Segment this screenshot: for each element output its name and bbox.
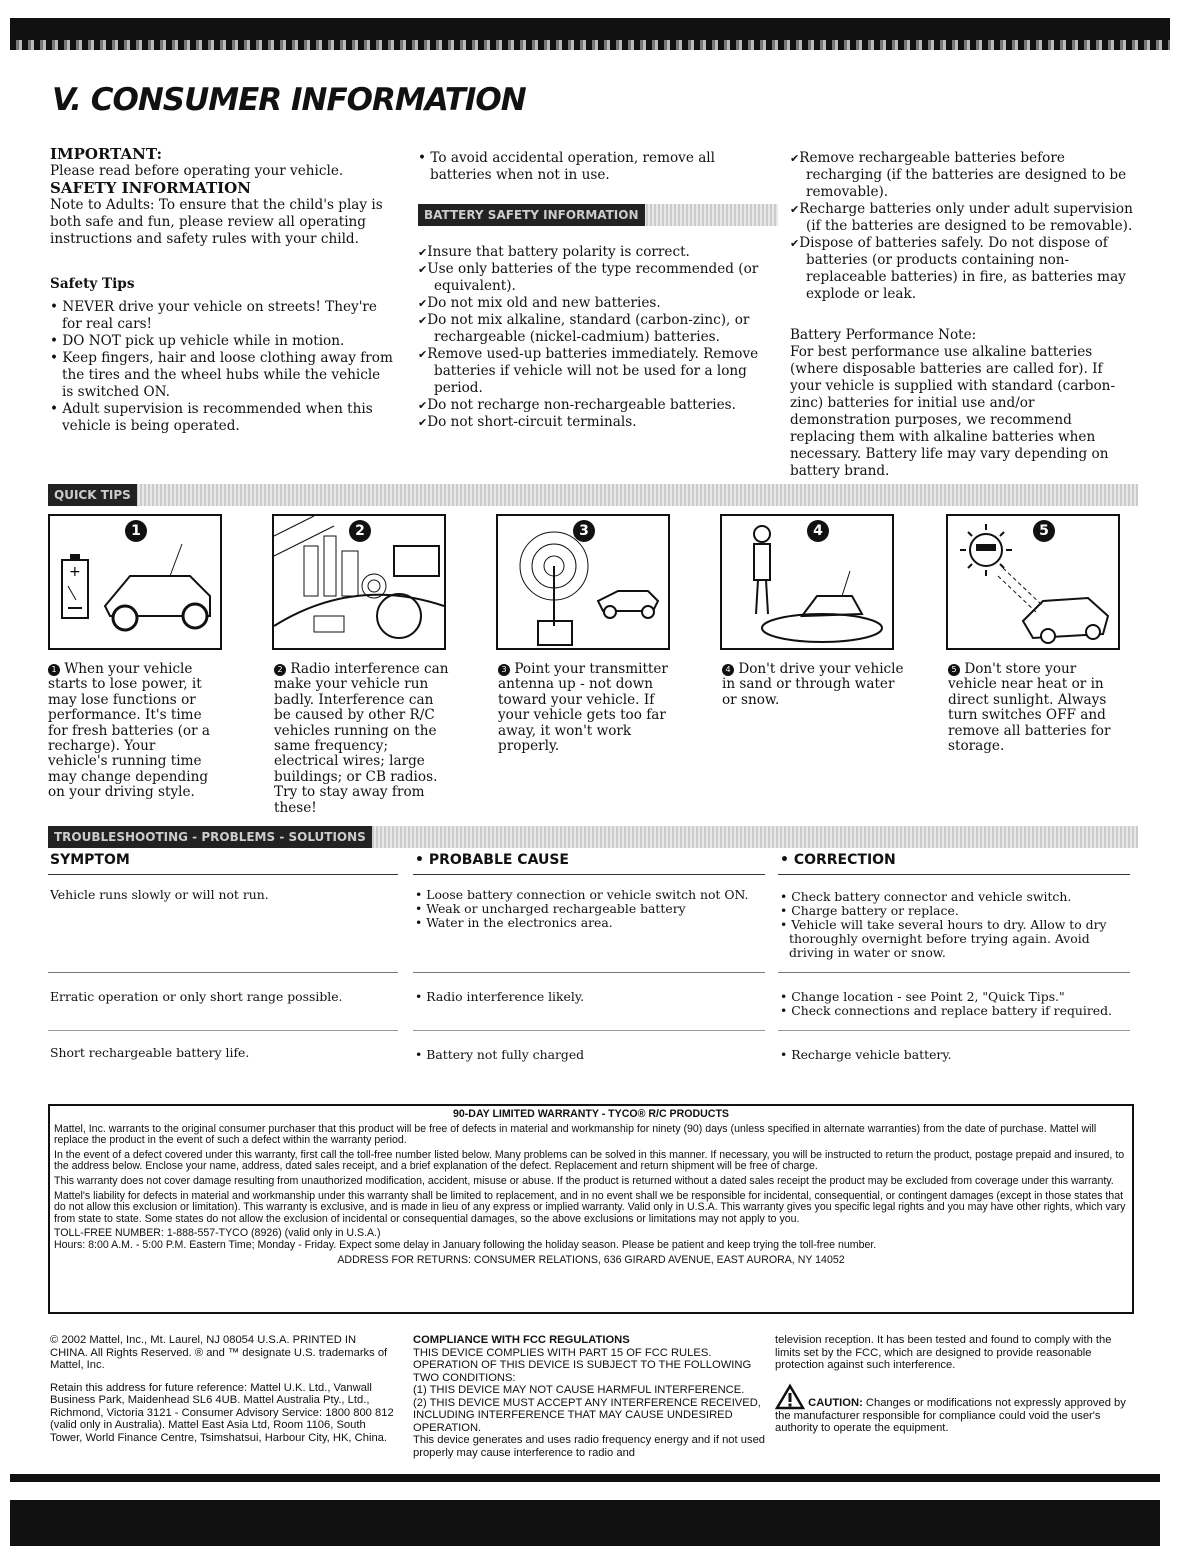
warranty-tollfree: TOLL-FREE NUMBER: 1-888-557-TYCO (8926) (valid only in U.S.A.)	[54, 1227, 381, 1240]
tip-text-2: 2 Radio interference can make your vehicle run badly. Interference can be caused by other R/C vehicles running on the same frequency; electrical wires; large buildings; or CB radios. Try to stay away from these!	[274, 661, 449, 816]
correction-item: • Recharge vehicle battery.	[780, 1047, 952, 1062]
table-rule	[778, 1030, 1130, 1031]
warranty-address: ADDRESS FOR RETURNS: CONSUMER RELATIONS, 636 GIRARD AVENUE, EAST AURORA, NY 14052	[337, 1253, 845, 1266]
table-row-symptom: Erratic operation or only short range possible.	[50, 989, 343, 1004]
table-row-cause	[415, 1048, 765, 1062]
correction-item: • Vehicle will take several hours to dry. Allow to dry thoroughly overnight before trying again. Avoid driving in water or snow.	[780, 917, 1107, 960]
footer-fcc-block	[413, 1334, 765, 1459]
column-important	[50, 146, 395, 435]
safety-tips-heading: Safety Tips	[50, 276, 135, 292]
table-rule	[48, 972, 398, 973]
tip-text: Don't store your vehicle near heat or in direct sunlight. Always turn switches OFF and remove all batteries for storage.	[948, 661, 1111, 755]
caution-warning-icon	[775, 1384, 805, 1410]
section-title: V. CONSUMER INFORMATION	[52, 82, 526, 118]
caution-label: CAUTION:	[808, 1396, 863, 1409]
safety-text: Note to Adults: To ensure that the child's play is both safe and fun, please review all operating instructions and safety rules with your child.	[50, 197, 383, 247]
troubleshooting-bar	[48, 826, 1138, 848]
tip-text-5: 5 Don't store your vehicle near heat or in direct sunlight. Always turn switches OFF and remove all batteries for storage.	[948, 661, 1111, 755]
battery-safety-label: BATTERY SAFETY INFORMATION	[418, 204, 645, 226]
tip-text: Don't drive your vehicle in sand or through water or snow.	[722, 661, 904, 708]
quick-tips-bar	[48, 484, 1138, 506]
battery-note-text: For best performance use alkaline batteries (where disposable batteries are called for). If your vehicle is supplied with standard (carbon-zinc) batteries for initial use and/or demonstration purposes, we recommend replacing them with alkaline batteries when necessary. Battery life may vary depending on battery brand.	[790, 344, 1116, 479]
quick-tips-label: QUICK TIPS	[48, 484, 137, 506]
tip-number: 3	[573, 520, 595, 542]
tip-number: 1	[125, 520, 147, 542]
table-row-correction	[780, 990, 1120, 1018]
safety-tip: • NEVER drive your vehicle on streets! They're for real cars!	[50, 299, 377, 332]
fcc-text: THIS DEVICE COMPLIES WITH PART 15 OF FCC RULES. OPERATION OF THIS DEVICE IS SUBJECT TO THE FOLLOWING TWO CONDITIONS:	[413, 1346, 752, 1384]
copyright-text: © 2002 Mattel, Inc., Mt. Laurel, NJ 08054 U.S.A. PRINTED IN CHINA. All Rights Reserved. ® and ™ designate U.S. trademarks of Mattel, Inc.	[50, 1334, 388, 1371]
header-texture-bar	[10, 40, 1170, 50]
fcc-rf-text: This device generates and uses radio frequency energy and if not used properly may cause interference to radio and	[413, 1434, 766, 1459]
correction-item: • Change location - see Point 2, "Quick Tips."	[780, 989, 1065, 1004]
tip-illustration-3	[496, 514, 670, 650]
battery-item: ✔ Recharge batteries only under adult supervision (if the batteries are designed to be removable).	[790, 201, 1135, 235]
fcc-heading: COMPLIANCE WITH FCC REGULATIONS	[413, 1334, 630, 1346]
tip-text-3: 3 Point your transmitter antenna up - not down toward your vehicle. If your vehicle gets too far away, it won't work properly.	[498, 661, 668, 755]
table-rule	[778, 972, 1130, 973]
tip-text: Point your transmitter antenna up - not down toward your vehicle. If your vehicle gets too far away, it won't work properly.	[498, 661, 668, 755]
battery-item: ✔ Remove used-up batteries immediately. Remove batteries if vehicle will not be used for a long period.	[418, 346, 773, 397]
footer-copyright-block	[50, 1334, 395, 1450]
safety-tip: • Keep fingers, hair and loose clothing away from the tires and the wheel hubs while the vehicle is switched ON.	[50, 350, 393, 400]
sand-water-icon	[722, 516, 892, 648]
cause-item: • Water in the electronics area.	[415, 915, 613, 930]
tip-number: 4	[807, 520, 829, 542]
important-heading: IMPORTANT:	[50, 145, 163, 163]
battery-note-heading: Battery Performance Note:	[790, 327, 977, 343]
battery-item: ✔ Do not mix alkaline, standard (carbon-zinc), or rechargeable (nickel-cadmium) batteries.	[418, 312, 773, 346]
correction-item: • Check battery connector and vehicle switch.	[780, 889, 1072, 904]
cause-item: • Battery not fully charged	[415, 1047, 585, 1062]
battery-safety-bar	[418, 204, 778, 226]
header-symptom: SYMPTOM	[50, 852, 130, 868]
warranty-paragraph: This warranty does not cover damage resulting from unauthorized modification, accident, misuse or abuse. If the product is returned without a dated sales receipt the product may be excluded from coverage under this warranty.	[54, 1174, 1114, 1187]
caution-text: Changes or modifications not expressly approved by the manufacturer responsible for compliance could void the user's authority to operate the equipment.	[775, 1396, 1126, 1434]
warranty-box	[48, 1104, 1134, 1314]
tip-text-1: 1 When your vehicle starts to lose power, it may lose functions or performance. It's time for fresh batteries (or a recharge). Your vehicle's running time may change depending on your driving style.	[48, 661, 211, 801]
warranty-title: 90-DAY LIMITED WARRANTY - TYCO® R/C PRODUCTS	[452, 1108, 729, 1120]
battery-item: ✔ Do not recharge non-rechargeable batteries.	[418, 397, 773, 414]
table-rule	[413, 972, 765, 973]
footer-fcc-cont-block	[775, 1334, 1130, 1435]
correction-item: • Charge battery or replace.	[780, 903, 959, 918]
table-row-symptom: Vehicle runs slowly or will not run.	[50, 887, 269, 902]
fcc-condition: (1) THIS DEVICE MAY NOT CAUSE HARMFUL INTERFERENCE.	[413, 1384, 745, 1396]
column-battery	[418, 150, 773, 431]
tip-text: When your vehicle starts to lose power, it may lose functions or performance. It's time for fresh batteries (or a recharge). Your vehicle's running time may change depending on your driving style.	[48, 661, 211, 801]
tip-number: 2	[349, 520, 371, 542]
warranty-paragraph: Mattel, Inc. warrants to the original consumer purchaser that this product will be free of defects in material and workmanship for ninety (90) days (unless specified in alternate warranties) from the date of purchase. Mattel will replace the product in the event of such a defect within the warranty period.	[54, 1122, 1097, 1147]
sun-heat-icon	[948, 516, 1118, 648]
cause-item: • Loose battery connection or vehicle switch not ON.	[415, 887, 749, 902]
table-row-cause	[415, 888, 765, 930]
fcc-condition: (2) THIS DEVICE MUST ACCEPT ANY INTERFERENCE RECEIVED, INCLUDING INTERFERENCE THAT MAY CAUSE UNDESIRED OPERATION.	[413, 1396, 761, 1434]
cause-item: • Radio interference likely.	[415, 989, 585, 1004]
tip-illustration-4	[720, 514, 894, 650]
tip-illustration-1	[48, 514, 222, 650]
svg-text:+: +	[69, 564, 81, 580]
table-row-cause	[415, 990, 765, 1004]
table-rule	[48, 874, 398, 875]
footer-bar	[10, 1500, 1160, 1546]
fcc-continued-text: television reception. It has been tested and found to comply with the limits set by the FCC, which are designed to provide reasonable protection against such interference.	[775, 1334, 1112, 1371]
table-rule	[48, 1030, 398, 1031]
safety-heading: SAFETY INFORMATION	[50, 179, 251, 197]
battery-item: ✔ Do not mix old and new batteries.	[418, 295, 773, 312]
tip-text-4: 4 Don't drive your vehicle in sand or through water or snow.	[722, 661, 904, 708]
battery-item: ✔ Dispose of batteries safely. Do not dispose of batteries (or products containing non-replaceable batteries) in fire, as batteries may explode or leak.	[790, 235, 1135, 303]
correction-item: • Check connections and replace battery if required.	[780, 1003, 1112, 1018]
battery-item: ✔ Do not short-circuit terminals.	[418, 414, 773, 431]
table-row-correction	[780, 890, 1120, 960]
table-rule	[778, 874, 1130, 875]
table-rule	[413, 874, 765, 875]
table-row-symptom: Short rechargeable battery life.	[50, 1045, 250, 1060]
battery-item: ✔ Use only batteries of the type recommended (or equivalent).	[418, 261, 773, 295]
troubleshooting-label: TROUBLESHOOTING - PROBLEMS - SOLUTIONS	[48, 826, 372, 848]
header-correction: • CORRECTION	[780, 852, 896, 868]
footer-rule	[10, 1474, 1160, 1482]
tip-text: Radio interference can make your vehicle run badly. Interference can be caused by other R/C vehicles running on the same frequency; electrical wires; large buildings; or CB radios. Try to stay away from these!	[274, 661, 449, 816]
retain-address-text: Retain this address for future reference: Mattel U.K. Ltd., Vanwall Business Park, Maidenhead SL6 4UB. Mattel Australia Pty., Ltd., Richmond, Victoria 3121 - Consumer Advisory Service: 1800 800 812 (valid only in Australia). Mattel East Asia Ltd, Room 1106, South Tower, World Finance Centre, Tsimshatsui, Harbour City, HK, China.	[50, 1381, 394, 1444]
column-battery-cont	[790, 150, 1135, 480]
battery-item: ✔ Insure that battery polarity is correct.	[418, 244, 773, 261]
warranty-hours: Hours: 8:00 A.M. - 5:00 P.M. Eastern Time; Monday - Friday. Expect some delay in January following the holiday season. Please be patient and keep trying the toll-free number.	[54, 1238, 877, 1251]
cause-item: • Weak or uncharged rechargeable battery	[415, 901, 686, 916]
table-rule	[413, 1030, 765, 1031]
battery-intro: • To avoid accidental operation, remove all batteries when not in use.	[418, 150, 715, 183]
tip-illustration-2	[272, 514, 446, 650]
tip-number: 5	[1033, 520, 1055, 542]
safety-tip: • Adult supervision is recommended when this vehicle is being operated.	[50, 401, 373, 434]
warranty-paragraph: In the event of a defect covered under this warranty, first call the toll-free number listed below. Many problems can be solved in this manner. If necessary, you will be instructed to return the product, postage prepaid and insured, to the address below. Enclose your name, address, dated sales receipt, and a brief explanation of the defect. Replacement and return shipment will be free of charge.	[54, 1148, 1125, 1173]
battery-item: ✔ Remove rechargeable batteries before recharging (if the batteries are designed to be removable).	[790, 150, 1135, 201]
table-row-correction	[780, 1048, 1120, 1062]
warranty-paragraph: Mattel's liability for defects in material and workmanship under this warranty shall be limited to replacement, and in no event shall we be responsible for incidental, consequential, or contingent damages (except in those states that do not allow this exclusion or limitation). This warranty is exclusive, and is made in lieu of any express or implied warranty. Valid only in U.S.A. This warranty gives you specific legal rights and you may have other rights, which vary from state to state. Some states do not allow the exclusion of incidental or consequential damages, so the above exclusions or limitations may not apply to you.	[54, 1189, 1126, 1225]
caution-block	[775, 1384, 1130, 1435]
important-text: Please read before operating your vehicle.	[50, 163, 344, 179]
safety-tip: • DO NOT pick up vehicle while in motion.	[50, 333, 345, 349]
header-probable-cause: • PROBABLE CAUSE	[415, 852, 569, 868]
tip-illustration-5	[946, 514, 1120, 650]
